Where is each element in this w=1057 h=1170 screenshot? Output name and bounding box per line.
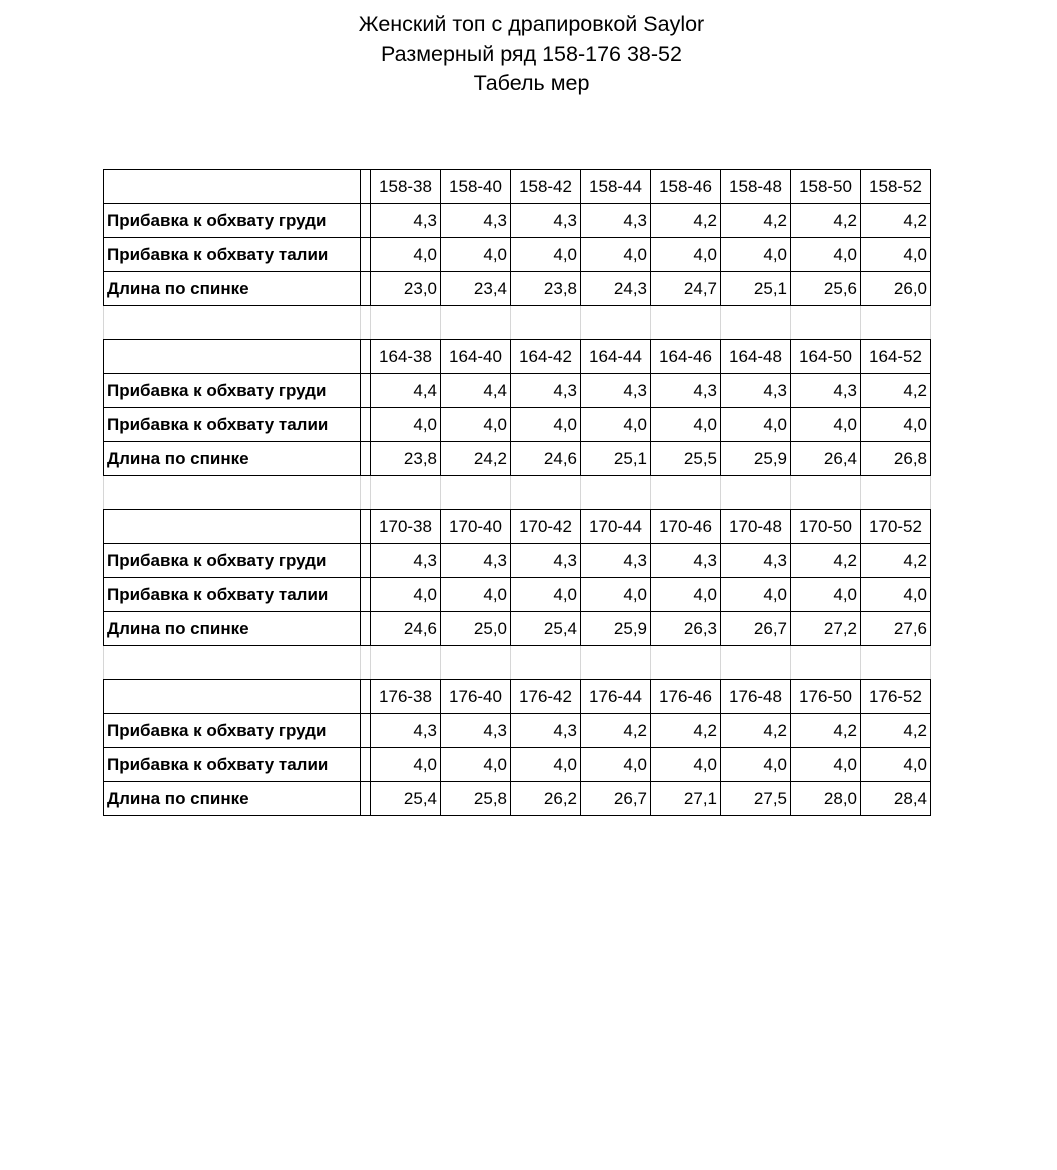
value-cell: 4,2 — [651, 714, 721, 748]
value-cell: 4,3 — [441, 544, 511, 578]
empty-cell — [651, 646, 721, 680]
size-header-cell: 176-52 — [861, 680, 931, 714]
size-header-cell: 164-42 — [511, 340, 581, 374]
back-length-row — [104, 782, 931, 816]
value-cell: 4,3 — [511, 204, 581, 238]
size-header-cell: 170-48 — [721, 510, 791, 544]
empty-cell — [371, 646, 441, 680]
value-cell: 4,0 — [651, 238, 721, 272]
value-cell: 4,0 — [721, 408, 791, 442]
gap-cell — [361, 204, 371, 238]
document-title — [0, 10, 1057, 99]
empty-cell — [861, 306, 931, 340]
value-cell: 23,0 — [371, 272, 441, 306]
size-header-cell: 176-50 — [791, 680, 861, 714]
row-label: Прибавка к обхвату талии — [104, 748, 361, 782]
gap-cell — [361, 408, 371, 442]
empty-cell — [791, 476, 861, 510]
value-cell: 4,4 — [371, 374, 441, 408]
gap-cell — [361, 272, 371, 306]
value-cell: 4,2 — [581, 714, 651, 748]
size-header-row — [104, 170, 931, 204]
value-cell: 4,0 — [441, 238, 511, 272]
gap-cell — [361, 238, 371, 272]
gap-cell — [361, 544, 371, 578]
empty-cell — [104, 306, 361, 340]
value-cell: 26,4 — [791, 442, 861, 476]
row-label: Длина по спинке — [104, 272, 361, 306]
spacer-row — [104, 476, 931, 510]
row-label: Прибавка к обхвату талии — [104, 408, 361, 442]
spacer-row — [104, 646, 931, 680]
value-cell: 4,2 — [721, 714, 791, 748]
value-cell: 4,0 — [721, 748, 791, 782]
value-cell: 4,0 — [511, 748, 581, 782]
size-header-cell: 170-50 — [791, 510, 861, 544]
empty-cell — [361, 646, 371, 680]
value-cell: 4,0 — [651, 408, 721, 442]
value-cell: 4,3 — [511, 374, 581, 408]
gap-cell — [361, 170, 371, 204]
value-cell: 4,0 — [511, 238, 581, 272]
size-header-row — [104, 340, 931, 374]
row-label: Прибавка к обхвату груди — [104, 544, 361, 578]
back-length-row — [104, 442, 931, 476]
empty-cell — [104, 680, 361, 714]
empty-cell — [511, 646, 581, 680]
value-cell: 26,3 — [651, 612, 721, 646]
size-header-cell: 164-48 — [721, 340, 791, 374]
title-line-3: Табель мер — [473, 71, 590, 95]
title-line-1: Женский топ с драпировкой Saylor — [358, 12, 705, 36]
gap-cell — [361, 680, 371, 714]
value-cell: 25,1 — [721, 272, 791, 306]
empty-cell — [371, 476, 441, 510]
value-cell: 4,0 — [441, 408, 511, 442]
value-cell: 4,2 — [861, 714, 931, 748]
waist-row — [104, 748, 931, 782]
value-cell: 4,0 — [371, 408, 441, 442]
size-header-cell: 158-42 — [511, 170, 581, 204]
value-cell: 4,0 — [791, 408, 861, 442]
value-cell: 28,4 — [861, 782, 931, 816]
value-cell: 4,0 — [511, 578, 581, 612]
value-cell: 4,3 — [651, 544, 721, 578]
value-cell: 4,0 — [861, 578, 931, 612]
size-header-cell: 170-44 — [581, 510, 651, 544]
waist-row — [104, 238, 931, 272]
size-header-row — [104, 510, 931, 544]
waist-row — [104, 408, 931, 442]
empty-cell — [651, 306, 721, 340]
chest-row — [104, 714, 931, 748]
row-label: Прибавка к обхвату груди — [104, 374, 361, 408]
value-cell: 25,0 — [441, 612, 511, 646]
size-header-cell: 158-44 — [581, 170, 651, 204]
value-cell: 4,3 — [581, 204, 651, 238]
row-label: Прибавка к обхвату талии — [104, 238, 361, 272]
empty-cell — [441, 306, 511, 340]
size-header-cell: 164-46 — [651, 340, 721, 374]
value-cell: 24,3 — [581, 272, 651, 306]
empty-cell — [861, 646, 931, 680]
value-cell: 4,3 — [721, 374, 791, 408]
empty-cell — [441, 476, 511, 510]
value-cell: 4,3 — [581, 544, 651, 578]
empty-cell — [361, 476, 371, 510]
gap-cell — [361, 442, 371, 476]
size-header-cell: 170-40 — [441, 510, 511, 544]
size-header-cell: 158-50 — [791, 170, 861, 204]
row-label: Длина по спинке — [104, 442, 361, 476]
value-cell: 24,6 — [371, 612, 441, 646]
size-header-cell: 170-46 — [651, 510, 721, 544]
row-label: Длина по спинке — [104, 782, 361, 816]
size-header-cell: 170-38 — [371, 510, 441, 544]
empty-cell — [861, 476, 931, 510]
value-cell: 25,9 — [721, 442, 791, 476]
row-label: Длина по спинке — [104, 612, 361, 646]
size-header-cell: 164-52 — [861, 340, 931, 374]
empty-cell — [104, 510, 361, 544]
value-cell: 4,2 — [861, 374, 931, 408]
value-cell: 4,2 — [651, 204, 721, 238]
value-cell: 4,3 — [651, 374, 721, 408]
value-cell: 25,1 — [581, 442, 651, 476]
size-header-cell: 158-48 — [721, 170, 791, 204]
value-cell: 4,3 — [371, 714, 441, 748]
size-header-cell: 158-52 — [861, 170, 931, 204]
size-header-cell: 176-48 — [721, 680, 791, 714]
size-header-cell: 164-44 — [581, 340, 651, 374]
gap-cell — [361, 612, 371, 646]
value-cell: 4,0 — [861, 408, 931, 442]
value-cell: 25,4 — [371, 782, 441, 816]
value-cell: 23,8 — [371, 442, 441, 476]
row-label: Прибавка к обхвату груди — [104, 714, 361, 748]
value-cell: 4,3 — [791, 374, 861, 408]
empty-cell — [104, 646, 361, 680]
empty-cell — [581, 646, 651, 680]
value-cell: 4,0 — [861, 238, 931, 272]
size-header-cell: 164-40 — [441, 340, 511, 374]
value-cell: 4,0 — [651, 748, 721, 782]
value-cell: 27,2 — [791, 612, 861, 646]
empty-cell — [791, 646, 861, 680]
empty-cell — [104, 340, 361, 374]
size-header-cell: 170-42 — [511, 510, 581, 544]
value-cell: 28,0 — [791, 782, 861, 816]
gap-cell — [361, 578, 371, 612]
empty-cell — [721, 306, 791, 340]
empty-cell — [104, 476, 361, 510]
value-cell: 4,0 — [441, 748, 511, 782]
size-header-cell: 164-50 — [791, 340, 861, 374]
gap-cell — [361, 782, 371, 816]
size-header-cell: 176-40 — [441, 680, 511, 714]
value-cell: 26,0 — [861, 272, 931, 306]
value-cell: 4,0 — [581, 408, 651, 442]
empty-cell — [104, 170, 361, 204]
empty-cell — [581, 476, 651, 510]
value-cell: 4,0 — [581, 578, 651, 612]
value-cell: 26,8 — [861, 442, 931, 476]
gap-cell — [361, 340, 371, 374]
value-cell: 4,0 — [721, 578, 791, 612]
value-cell: 4,0 — [511, 408, 581, 442]
value-cell: 4,3 — [441, 204, 511, 238]
size-header-cell: 170-52 — [861, 510, 931, 544]
empty-cell — [721, 476, 791, 510]
value-cell: 27,5 — [721, 782, 791, 816]
empty-cell — [721, 646, 791, 680]
chest-row — [104, 374, 931, 408]
value-cell: 4,2 — [721, 204, 791, 238]
value-cell: 4,0 — [721, 238, 791, 272]
value-cell: 24,6 — [511, 442, 581, 476]
empty-cell — [581, 306, 651, 340]
value-cell: 4,0 — [581, 748, 651, 782]
value-cell: 4,0 — [791, 578, 861, 612]
value-cell: 26,7 — [581, 782, 651, 816]
value-cell: 25,5 — [651, 442, 721, 476]
value-cell: 4,3 — [441, 714, 511, 748]
empty-cell — [361, 306, 371, 340]
back-length-row — [104, 612, 931, 646]
value-cell: 25,6 — [791, 272, 861, 306]
measurements-table — [103, 169, 931, 816]
back-length-row — [104, 272, 931, 306]
value-cell: 4,3 — [721, 544, 791, 578]
value-cell: 25,8 — [441, 782, 511, 816]
value-cell: 4,2 — [791, 204, 861, 238]
gap-cell — [361, 510, 371, 544]
value-cell: 4,0 — [371, 238, 441, 272]
value-cell: 26,2 — [511, 782, 581, 816]
size-header-cell: 158-46 — [651, 170, 721, 204]
value-cell: 4,0 — [791, 748, 861, 782]
value-cell: 4,0 — [441, 578, 511, 612]
empty-cell — [511, 306, 581, 340]
chest-row — [104, 544, 931, 578]
value-cell: 27,1 — [651, 782, 721, 816]
empty-cell — [371, 306, 441, 340]
row-label: Прибавка к обхвату талии — [104, 578, 361, 612]
value-cell: 24,2 — [441, 442, 511, 476]
empty-cell — [441, 646, 511, 680]
value-cell: 4,2 — [791, 714, 861, 748]
chest-row — [104, 204, 931, 238]
value-cell: 4,2 — [861, 544, 931, 578]
value-cell: 25,9 — [581, 612, 651, 646]
value-cell: 4,0 — [861, 748, 931, 782]
value-cell: 4,4 — [441, 374, 511, 408]
value-cell: 4,0 — [791, 238, 861, 272]
value-cell: 4,3 — [371, 544, 441, 578]
value-cell: 4,3 — [511, 714, 581, 748]
size-header-cell: 176-38 — [371, 680, 441, 714]
value-cell: 25,4 — [511, 612, 581, 646]
value-cell: 4,2 — [791, 544, 861, 578]
title-line-2: Размерный ряд 158-176 38-52 — [381, 41, 682, 66]
value-cell: 24,7 — [651, 272, 721, 306]
value-cell: 4,0 — [371, 748, 441, 782]
size-header-row — [104, 680, 931, 714]
value-cell: 4,3 — [371, 204, 441, 238]
size-header-cell: 164-38 — [371, 340, 441, 374]
gap-cell — [361, 374, 371, 408]
value-cell: 4,2 — [861, 204, 931, 238]
empty-cell — [791, 306, 861, 340]
waist-row — [104, 578, 931, 612]
value-cell: 27,6 — [861, 612, 931, 646]
size-header-cell: 176-46 — [651, 680, 721, 714]
size-header-cell: 176-42 — [511, 680, 581, 714]
value-cell: 4,0 — [651, 578, 721, 612]
gap-cell — [361, 748, 371, 782]
size-header-cell: 158-38 — [371, 170, 441, 204]
value-cell: 4,3 — [581, 374, 651, 408]
spacer-row — [104, 306, 931, 340]
size-header-cell: 158-40 — [441, 170, 511, 204]
value-cell: 4,0 — [581, 238, 651, 272]
value-cell: 4,0 — [371, 578, 441, 612]
size-header-cell: 176-44 — [581, 680, 651, 714]
row-label: Прибавка к обхвату груди — [104, 204, 361, 238]
empty-cell — [651, 476, 721, 510]
value-cell: 4,3 — [511, 544, 581, 578]
value-cell: 26,7 — [721, 612, 791, 646]
empty-cell — [511, 476, 581, 510]
value-cell: 23,8 — [511, 272, 581, 306]
gap-cell — [361, 714, 371, 748]
value-cell: 23,4 — [441, 272, 511, 306]
